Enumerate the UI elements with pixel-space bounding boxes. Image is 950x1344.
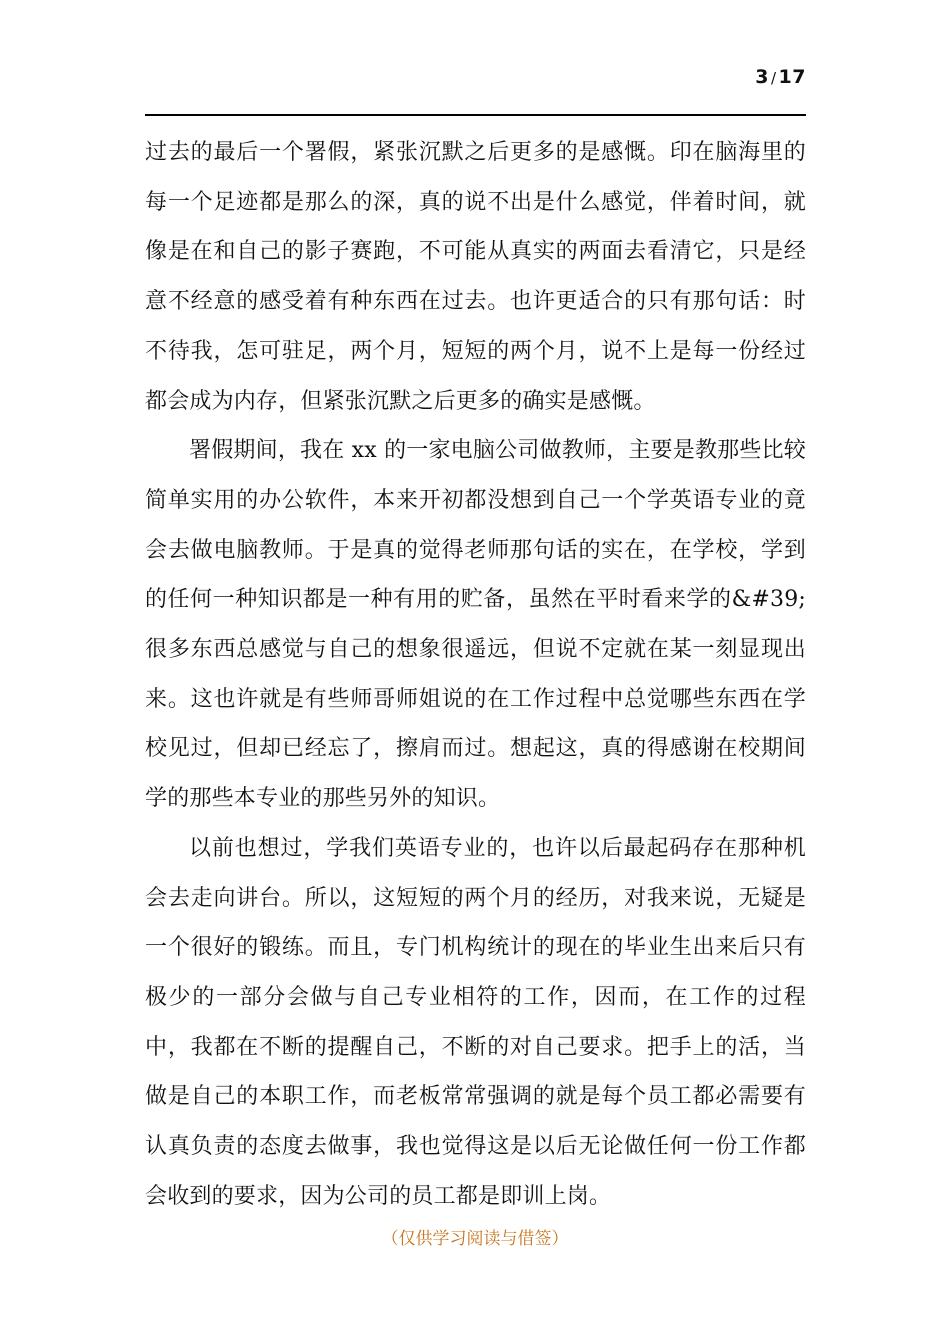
paragraph-1: 过去的最后一个署假，紧张沉默之后更多的是感慨。印在脑海里的每一个足迹都是那么的深，真的说不出是什么感觉，伴着时间，就像是在和自己的影子赛跑，不可能从真实的两面去看清它，只是经意不经意的感受着有种东西在过去。也许更适合的只有那句话：时不待我，怎可驻足，两个月，短短的两个月，说不上是每一份经过都会成为内存，但紧张沉默之后更多的确实是感慨。	[145, 140, 806, 414]
page-number	[755, 66, 806, 88]
document-body	[145, 128, 806, 1221]
header-rule	[145, 114, 806, 116]
paragraph-2: 署假期间，我在 xx 的一家电脑公司做教师，主要是教那些比较简单实用的办公软件，本来开初都没想到自己一个学英语专业的竟会去做电脑教师。于是真的觉得老师那句话的实在，在学校，学到的任何一种知识都是一种有用的贮备，虽然在平时看来学的&#39;很多东西总感觉与自己的想象很遥远，但说不定就在某一刻显现出来。这也许就是有些师哥师姐说的在工作过程中总觉哪些东西在学校见过，但却已经忘了，擦肩而过。想起这，真的得感谢在校期间学的那些本专业的那些另外的知识。	[145, 438, 806, 812]
footer-note: （仅供学习阅读与借签）	[381, 1229, 569, 1249]
page-separator: /	[770, 69, 777, 87]
paragraph-3: 以前也想过，学我们英语专业的，也许以后最起码存在那种机会去走向讲台。所以，这短短的两个月的经历，对我来说，无疑是一个很好的锻练。而且，专门机构统计的现在的毕业生出来后只有极少的一部分会做与自己专业相符的工作，因而，在工作的过程中，我都在不断的提醒自己，不断的对自己要求。把手上的活，当做是自己的本职工作，而老板常常强调的就是每个员工都必需要有认真负责的态度去做事，我也觉得这是以后无论做任何一份工作都会收到的要求，因为公司的员工都是即训上岗。	[145, 835, 806, 1209]
page-total: 17	[778, 66, 806, 88]
page-current: 3	[755, 66, 769, 88]
